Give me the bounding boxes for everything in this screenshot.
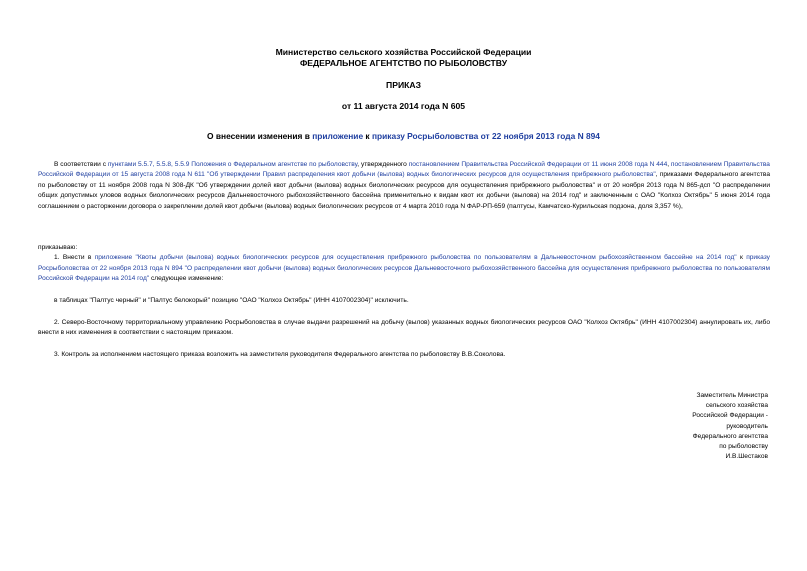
order-text: к <box>736 254 747 262</box>
preamble-text: , приказами Федерального агентства по рыболовству от 11 ноября 2008 года N 308-ДК "Об утверждении долей квот добычи (вылова) водных биологических ресурсов для осуществления прибрежного рыболовства" и от 20 ноября 2013 года N 865-дсп "О распределении общих допустимых уловов водных биологических ресурсов Дальневосточного рыбохозяйственного бассейна применительно к видам квот их добычи (вылова) на 2014 год" и заключенным с ОАО "Колхоз Октябрь" 5 июня 2014 года соглашением о расторжении договора о закреплении долей квот добычи (вылова) водных биологических ресурсов от 4 марта 2010 года N ФАР-РП-659 (палтусы, Камчатско-Курильская подзона, доля 3,357 %), <box>38 171 770 210</box>
order-paragraph-2-block <box>38 318 770 339</box>
agency-name: ФЕДЕРАЛЬНОЕ АГЕНТСТВО ПО РЫБОЛОВСТВУ <box>299 58 508 68</box>
title-text: к <box>363 131 372 141</box>
signature-block <box>600 391 768 462</box>
order-text: следующее изменение: <box>149 275 224 283</box>
preamble-paragraph <box>38 160 770 212</box>
preamble-text: В соответствии с <box>54 161 108 168</box>
title-link-order-894[interactable]: приказу Росрыболовства от 22 ноября 2013 года N 894 <box>371 131 600 141</box>
order-subitem-text: в таблицах "Палтус черный" и "Палтус белокорый" позицию "ОАО "Колхоз Октябрь" (ИНН 4107002304)" исключить. <box>54 297 409 304</box>
order-text: 1. Внести в <box>54 254 95 262</box>
signature-line: по рыболовству <box>719 443 768 451</box>
link-quota-appendix[interactable]: приложение "Квоты добычи (вылова) водных биологических ресурсов для осуществления прибрежного рыболовства по пользователям в Дальневосточном рыбохозяйственном бассейне на 2014 год" <box>94 254 737 262</box>
order-subitem <box>38 296 770 306</box>
order-paragraph-2: 2. Северо-Восточному территориальному управлению Росрыболовства в случае выдачи разрешений на добычу (вылов) указанных водных биологических ресурсов ОАО "Колхоз Октябрь" (ИНН 4107002304) аннулировать их, либо внести в них изменения в соответствии с настоящим приказом. <box>38 319 770 337</box>
signature-line: Федерального агентства <box>692 432 768 440</box>
link-resolution-611[interactable]: постановлением Правительства Российской Федерации от 15 августа 2008 года N 611 "Об утверждении Правил распределения квот добычи (вылова) водных биологических ресурсов для осуществления прибрежного рыболовства" <box>38 161 770 179</box>
preamble-text: , <box>667 161 671 168</box>
title-text: О внесении изменения в <box>207 131 313 141</box>
signature-line: сельского хозяйства <box>705 402 768 410</box>
order-paragraph-1 <box>38 253 770 284</box>
document-date: от 11 августа 2014 года N 605 <box>341 101 466 111</box>
document-title <box>0 131 807 142</box>
signature-line: Заместитель Министра <box>696 392 768 399</box>
document-type: ПРИКАЗ <box>386 80 421 90</box>
order-paragraph-3: 3. Контроль за исполнением настоящего приказа возложить на заместителя руководителя Федерального агентства по рыболовству В.В.Соколова. <box>54 351 506 358</box>
order-section <box>38 243 770 285</box>
title-link-appendix[interactable]: приложение <box>312 131 364 141</box>
signature-line: руководитель <box>726 422 768 430</box>
order-keyword: приказываю: <box>38 244 78 251</box>
link-regulation-points[interactable]: пунктами 5.5.7, 5.5.8, 5.5.9 Положения о Федеральном агентстве по рыболовству <box>107 161 358 168</box>
link-order-894[interactable]: приказу Росрыболовства от 22 ноября 2013 года N 894 "О распределении квот добычи (вылова) водных биологических ресурсов Дальневосточного рыбохозяйственного бассейна для осуществления прибрежного рыболовства по пользователям Российской Федерации на 2014 год" <box>38 254 770 283</box>
signature-name: И.В.Шестаков <box>725 453 768 461</box>
preamble-text: , утвержденного <box>357 161 409 168</box>
signature-line: Российской Федерации - <box>692 412 768 420</box>
preamble <box>38 160 770 212</box>
ministry-name: Министерство сельского хозяйства Российской Федерации <box>275 47 532 57</box>
link-resolution-444[interactable]: постановлением Правительства Российской Федерации от 11 июня 2008 года N 444 <box>408 161 668 168</box>
order-paragraph-3-block <box>38 350 770 360</box>
